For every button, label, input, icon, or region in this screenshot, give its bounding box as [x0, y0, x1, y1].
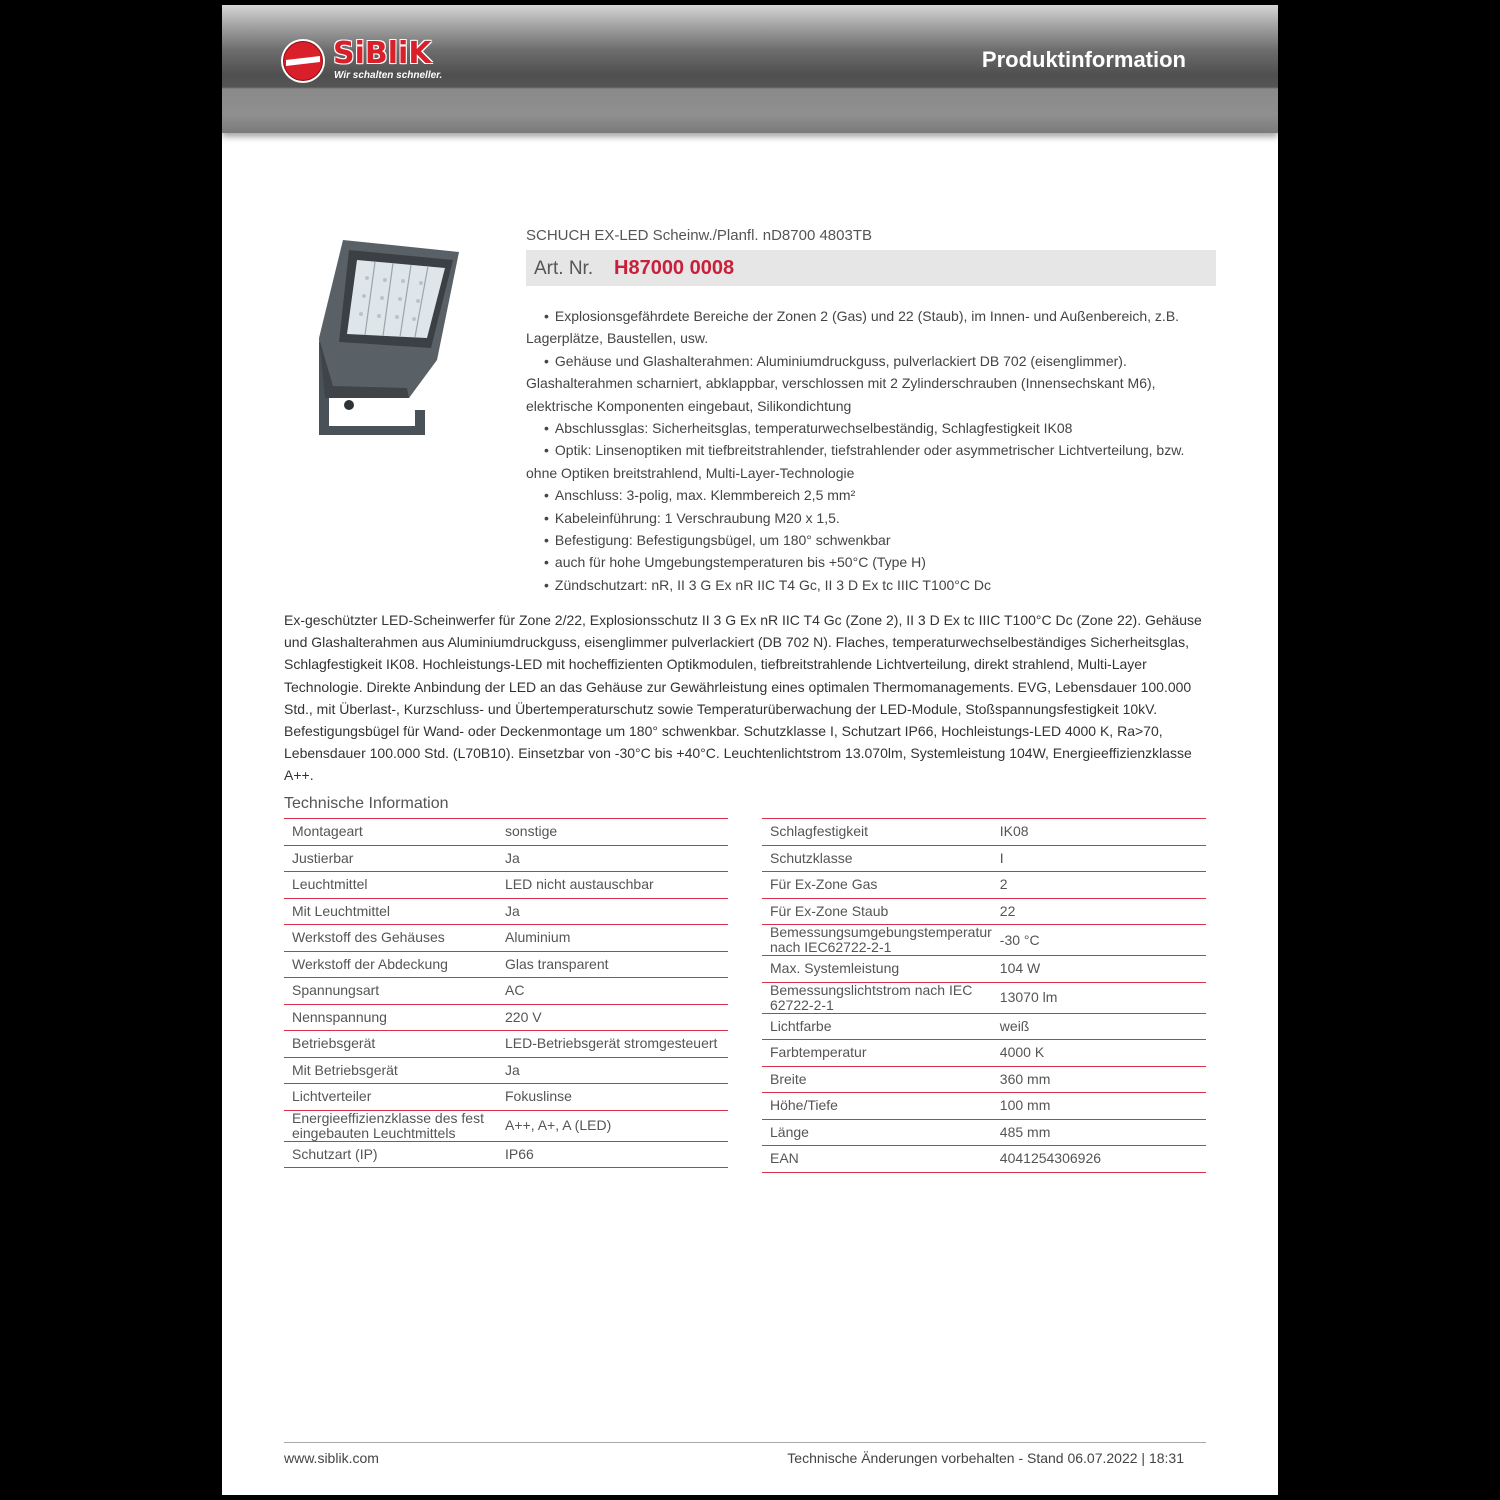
property-value: 485 mm [999, 1123, 1051, 1140]
property-value: AC [505, 982, 525, 999]
footer-url: www.siblik.com [284, 1450, 379, 1466]
table-row [284, 1057, 728, 1084]
property-value: 4041254306926 [999, 1150, 1102, 1167]
property-name: Für Ex-Zone Gas [770, 876, 878, 893]
property-value: Ja [505, 1061, 520, 1078]
page-header [222, 5, 1278, 133]
property-name: Bemessungsumgebungstemperatur nach IEC62722-2-1 [770, 924, 992, 955]
property-name: Werkstoff der Abdeckung [292, 955, 448, 972]
property-value: 22 [999, 902, 1016, 919]
product-name: SCHUCH EX-LED Scheinw./Planfl. nD8700 4803TB [526, 227, 872, 244]
feature-item: • Befestigung: Befestigungsbügel, um 180° schwenkbar [526, 529, 1216, 551]
property-name: Max. Systemleistung [770, 960, 900, 977]
table-row [762, 1146, 1206, 1173]
property-name: Länge [770, 1123, 809, 1140]
property-name: Schlagfestigkeit [770, 823, 869, 840]
property-name: Schutzart (IP) [292, 1145, 378, 1162]
floodlight-image [297, 230, 467, 440]
property-name: Betriebsgerät [292, 1035, 376, 1052]
property-value: A++, A+, A (LED) [505, 1117, 612, 1133]
feature-item: • Gehäuse und Glashalterahmen: Aluminiumdruckguss, pulverlackiert DB 702 (eisenglimmer). Glashalterahmen scharniert, abklappbar, verschlossen mit 2 Zylinderschrauben (Innensechskant M6), elektrische Komponenten eingebaut, Silikondichtung [526, 350, 1216, 417]
article-number-bar [526, 250, 1216, 286]
property-name: Montageart [292, 823, 363, 840]
property-value: LED nicht austauschbar [505, 876, 654, 893]
property-value: Ja [505, 849, 520, 866]
property-value: weiß [999, 1017, 1030, 1034]
table-row [762, 925, 1206, 956]
property-name: Energieeffizienzklasse des fest eingebauten Leuchtmittels [292, 1109, 484, 1141]
property-value: 360 mm [999, 1070, 1051, 1087]
property-value: 13070 lm [999, 989, 1058, 1005]
table-row [284, 925, 728, 952]
property-value: Glas transparent [505, 955, 609, 972]
property-value: LED-Betriebsgerät stromgesteuert [505, 1035, 718, 1052]
table-row [284, 1031, 728, 1058]
property-name: Farbtemperatur [770, 1044, 867, 1061]
property-name: Lichtfarbe [770, 1017, 832, 1034]
property-value: IP66 [505, 1145, 534, 1162]
property-value: 2 [999, 876, 1008, 893]
table-row [762, 845, 1206, 872]
table-row [284, 978, 728, 1005]
table-row [762, 1066, 1206, 1093]
property-name: Mit Betriebsgerät [292, 1061, 398, 1078]
property-name: Mit Leuchtmittel [292, 902, 391, 919]
table-row [762, 1093, 1206, 1120]
property-value: -30 °C [999, 931, 1040, 948]
property-name: Leuchtmittel [292, 876, 368, 893]
property-name: Höhe/Tiefe [770, 1097, 838, 1114]
table-row [284, 1084, 728, 1111]
footer-note: Technische Änderungen vorbehalten - Stand 06.07.2022 | 18:31 [787, 1450, 1184, 1466]
property-value: IK08 [999, 823, 1029, 840]
brand-slogan: Wir schalten schneller. [334, 70, 443, 81]
siblik-logo-icon [280, 38, 326, 84]
property-name: Bemessungslichtstrom nach IEC 62722-2-1 [770, 981, 973, 1013]
property-value: 104 W [999, 960, 1041, 977]
table-row [762, 982, 1206, 1013]
property-name: Werkstoff des Gehäuses [292, 929, 445, 946]
table-row [284, 819, 728, 846]
feature-item: • Zündschutzart: nR, II 3 G Ex nR IIC T4 Gc, II 3 D Ex tc IIIC T100°C Dc [526, 574, 1216, 596]
table-row [762, 1013, 1206, 1040]
table-row [762, 898, 1206, 925]
brand-name: SiBliK [333, 36, 432, 71]
feature-item: • Abschlussglas: Sicherheitsglas, temperaturwechselbeständig, Schlagfestigkeit IK08 [526, 417, 1216, 439]
table-row [284, 872, 728, 899]
article-number-label: Art. Nr. [534, 258, 594, 279]
table-row [762, 819, 1206, 846]
footer-divider [284, 1442, 1206, 1443]
table-row [762, 1119, 1206, 1146]
table-row [284, 898, 728, 925]
table-row [762, 1040, 1206, 1067]
property-name: EAN [770, 1150, 799, 1167]
feature-item: • Kabeleinführung: 1 Verschraubung M20 x 1,5. [526, 507, 1216, 529]
article-number-value: H87000 0008 [614, 257, 735, 279]
property-name: Für Ex-Zone Staub [770, 902, 889, 919]
table-row [762, 872, 1206, 899]
property-name: Justierbar [292, 849, 354, 866]
property-name: Spannungsart [292, 982, 380, 999]
table-row [762, 956, 1206, 983]
property-value: 220 V [505, 1008, 542, 1025]
tech-table-left [284, 818, 728, 1168]
property-value: sonstige [505, 823, 558, 840]
property-name: Lichtverteiler [292, 1088, 372, 1105]
page-title: Produktinformation [981, 47, 1186, 72]
product-description: Ex-geschützter LED-Scheinwerfer für Zone 2/22, Explosionsschutz II 3 G Ex nR IIC T4 Gc (Zone 2), II 3 D Ex tc IIIC T100°C Dc (Zone 22). Gehäuse und Glashalterahmen aus Aluminiumdruckguss, eisenglimmer pulverlackiert (DB 702 N). Flaches, temperaturwechselbeständiges Sicherheitsglas, Schlagfestigkeit IK08. Hochleistungs-LED mit hocheffizienten Optikmodulen, tiefbreitstrahlende Lichtverteilung, direkt strahlend, Multi-Layer Technologie. Direkte Anbindung der LED an das Gehäuse zur Gewährleistung eines optimalen Thermomanagements. EVG, Lebensdauer 100.000 Std., mit Überlast-, Kurzschluss- und Übertemperaturschutz sowie Temperaturüberwachung der LED-Module, Stoßspannungsfestigkeit 10kV. Befestigungsbügel für Wand- oder Deckenmontage um 180° schwenkbar. Schutzklasse I, Schutzart IP66, Hochleistungs-LED 4000 K, Ra>70, Lebensdauer 100.000 Std. (L70B10). Einsetzbar von -30°C bis +40°C. Leuchtenlichtstrom 13.070lm, Systemleistung 104W, Energieeffizienzklasse A++. [284, 612, 1202, 784]
property-name: Breite [770, 1070, 807, 1087]
property-value: Aluminium [505, 929, 571, 946]
property-value: Ja [505, 902, 520, 919]
table-row [284, 1004, 728, 1031]
feature-item: • auch für hohe Umgebungstemperaturen bis +50°C (Type H) [526, 551, 1216, 573]
table-row [284, 845, 728, 872]
tech-table-right [762, 818, 1206, 1173]
property-name: Schutzklasse [770, 849, 853, 866]
property-value: 4000 K [999, 1044, 1045, 1061]
feature-item: • Optik: Linsenoptiken mit tiefbreitstrahlender, tiefstrahlender oder asymmetrischer Lichtverteilung, bzw. ohne Optiken breitstrahlend, Multi-Layer-Technologie [526, 439, 1216, 484]
property-name: Nennspannung [292, 1008, 387, 1025]
table-row [284, 1110, 728, 1141]
table-row [284, 951, 728, 978]
property-value: I [999, 849, 1004, 866]
feature-item: • Explosionsgefährdete Bereiche der Zonen 2 (Gas) und 22 (Staub), im Innen- und Außenbereich, z.B. Lagerplätze, Baustellen, usw. [526, 305, 1216, 350]
product-sheet-page [222, 5, 1278, 1495]
property-value: Fokuslinse [505, 1088, 572, 1105]
table-row [284, 1141, 728, 1168]
property-value: 100 mm [999, 1097, 1051, 1114]
feature-item: • Anschluss: 3-polig, max. Klemmbereich 2,5 mm² [526, 484, 1216, 506]
feature-list [526, 305, 1216, 596]
tech-info-heading: Technische Information [284, 795, 449, 812]
